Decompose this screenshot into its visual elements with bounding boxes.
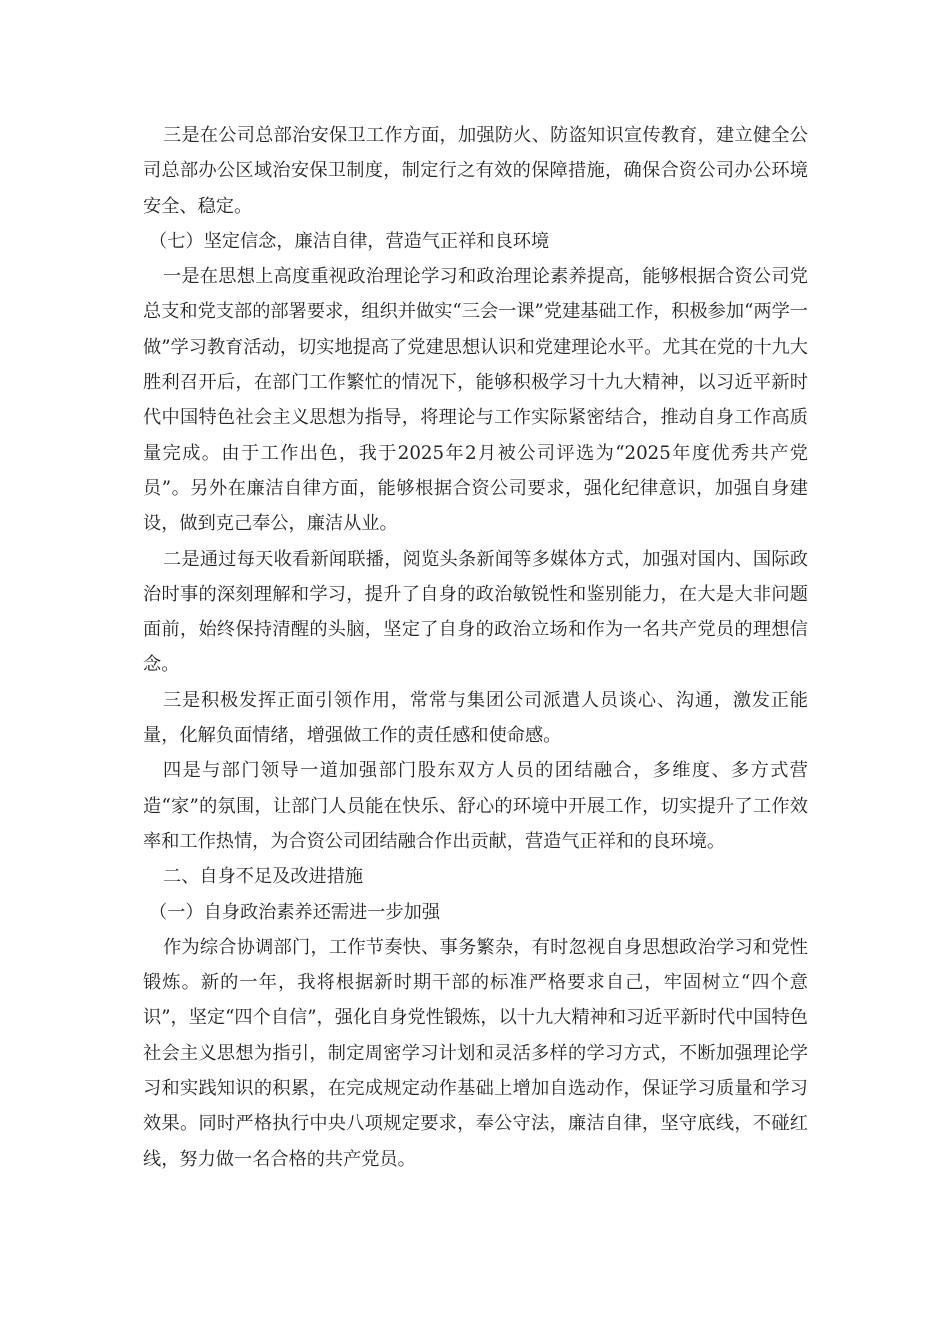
document-body xyxy=(143,118,808,1177)
paragraph-team-unity: 四是与部门领导一道加强部门股东双方人员的团结融合，多维度、多方式营造“家”的氛围，让部门人员能在快乐、舒心的环境中开展工作，切实提升了工作效率和工作热情，为合资公司团结融合作出贡献，营造气正祥和的良环境。 xyxy=(143,760,808,852)
subheading-seven: （七）坚定信念，廉洁自律，营造气正祥和良环境 xyxy=(149,230,550,252)
subheading-one: （一）自身政治素养还需进一步加强 xyxy=(149,901,441,923)
paragraph-positive-guidance: 三是积极发挥正面引领作用，常常与集团公司派遣人员谈心、沟通，激发正能量，化解负面情绪，增强做工作的责任感和使命感。 xyxy=(143,689,808,747)
section-heading-two: 二、自身不足及改进措施 xyxy=(163,866,364,888)
paragraph-news-study: 二是通过每天收看新闻联播，阅览头条新闻等多媒体方式，加强对国内、国际政治时事的深刻理解和学习，提升了自身的政治敏锐性和鉴别能力，在大是大非问题面前，始终保持清醒的头脑，坚定了自身的政治立场和作为一名共产党员的理想信念。 xyxy=(143,548,808,676)
paragraph-improvement: 作为综合协调部门，工作节奏快、事务繁杂，有时忽视自身思想政治学习和党性锻炼。新的一年，我将根据新时期干部的标准严格要求自己，牢固树立“四个意识”，坚定“四个自信”，强化自身党性锻炼，以十九大精神和习近平新时代中国特色社会主义思想为指引，制定周密学习计划和灵活多样的学习方式，不断加强理论学习和实践知识的积累，在完成规定动作基础上增加自选动作，保证学习质量和学习效果。同时严格执行中央八项规定要求，奉公守法，廉洁自律，坚守底线，不碰红线，努力做一名合格的共产党员。 xyxy=(143,936,808,1170)
paragraph-political-study: 一是在思想上高度重视政治理论学习和政治理论素养提高，能够根据合资公司党总支和党支部的部署要求，组织并做实“三会一课”党建基础工作，积极参加“两学一做”学习教育活动，切实地提高了党建思想认识和党建理论水平。尤其在党的十九大胜利召开后，在部门工作繁忙的情况下，能够积极学习十九大精神，以习近平新时代中国特色社会主义思想为指导，将理论与工作实际紧密结合，推动自身工作高质量完成。由于工作出色，我于2025年2月被公司评选为“2025年度优秀共产党员”。另外在廉洁自律方面，能够根据合资公司要求，强化纪律意识，加强自身建设，做到克己奉公，廉洁从业。 xyxy=(143,266,808,535)
paragraph-security-work: 三是在公司总部治安保卫工作方面，加强防火、防盗知识宣传教育，建立健全公司总部办公区域治安保卫制度，制定行之有效的保障措施，确保合资公司办公环境安全、稳定。 xyxy=(143,125,808,217)
